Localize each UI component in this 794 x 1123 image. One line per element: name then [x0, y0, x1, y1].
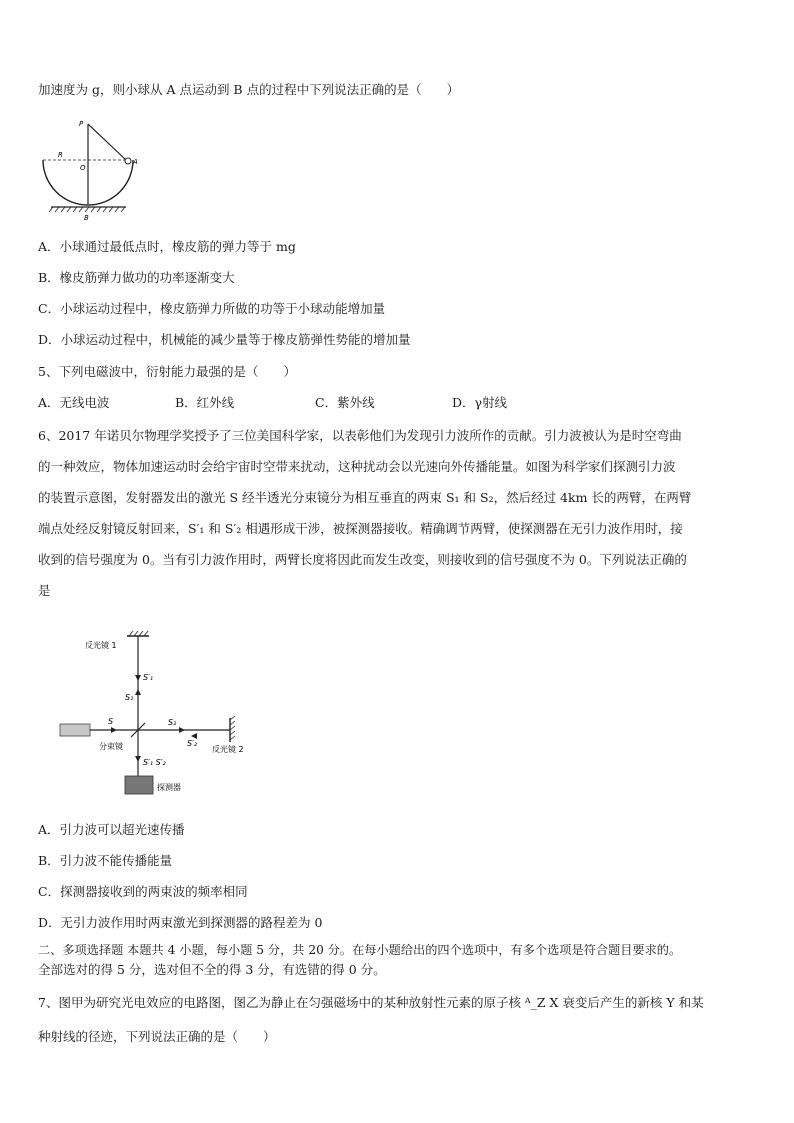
q6-option-a: A．引力波可以超光速传播: [38, 822, 185, 837]
label-mirror1: 反光镜 1: [85, 641, 117, 650]
q4-option-d: D．小球运动过程中，机械能的减少量等于橡皮筋弹性势能的增加量: [38, 332, 411, 347]
q4-option-a: A．小球通过最低点时，橡皮筋的弹力等于 mg: [38, 239, 296, 254]
q4-option-b: B．橡皮筋弹力做功的功率逐渐变大: [38, 270, 235, 285]
label-s1: S₁: [125, 693, 134, 702]
label-a: A: [133, 158, 138, 166]
q6-stem-line-2: 的一种效应，物体加速运动时会给宇宙时空带来扰动，这种扰动会以光速向外传播能量。如图为科学家们探测引力波: [38, 459, 676, 474]
label-s1s2: S′₁ S′₂: [143, 758, 166, 767]
label-s1p: S′₁: [143, 673, 154, 682]
q6-stem-line-4: 端点处经反射镜反射回来，S′₁ 和 S′₂ 相遇形成干涉，被探测器接收。精确调节两臂，使探测器在无引力波作用时，接: [38, 521, 683, 536]
label-b: B: [84, 214, 89, 222]
q5-stem: 5、下列电磁波中，衍射能力最强的是（ ）: [38, 364, 296, 379]
q6-stem-line-1: 6、2017 年诺贝尔物理学奖授予了三位美国科学家，以表彰他们为发现引力波所作的贡献。引力波被认为是时空弯曲: [38, 428, 682, 443]
q5-option-b: B．红外线: [175, 395, 235, 410]
q6-interferometer-figure: [55, 628, 275, 800]
label-r: R: [58, 151, 63, 159]
q6-option-b: B．引力波不能传播能量: [38, 853, 173, 868]
q7-stem-line-1: 7、图甲为研究光电效应的电路图，图乙为静止在匀强磁场中的某种放射性元素的原子核 ᴬ_Z X 衰变后产生的新核 Y 和某: [38, 995, 704, 1010]
q5-option-a: A．无线电波: [38, 395, 110, 410]
label-s: S: [108, 717, 114, 726]
q6-option-c: C．探测器接收到的两束波的频率相同: [38, 884, 248, 899]
q6-stem-line-3: 的装置示意图，发射器发出的激光 S 经半透光分束镜分为相互垂直的两束 S₁ 和 S₂，然后经过 4km 长的两臂，在两臂: [38, 490, 692, 505]
label-s2: S₂: [168, 718, 177, 727]
label-detector: 探测器: [157, 783, 181, 792]
label-mirror2: 反光镜 2: [212, 745, 244, 754]
q6-stem-line-6: 是: [38, 583, 51, 598]
section2-line-1: 二、多项选择题 本题共 4 小题，每小题 5 分，共 20 分。在每小题给出的四个选项中，有多个选项是符合题目要求的。: [38, 943, 682, 957]
q4-bowl-figure: [36, 114, 146, 222]
section2-line-2: 全部选对的得 5 分，选对但不全的得 3 分，有选错的得 0 分。: [38, 962, 386, 977]
q7-stem-line-2: 种射线的径迹，下列说法正确的是（ ）: [38, 1029, 276, 1044]
q6-option-d: D．无引力波作用时两束激光到探测器的路程差为 0: [38, 915, 323, 930]
q4-option-c: C．小球运动过程中，橡皮筋弹力所做的功等于小球动能增加量: [38, 301, 386, 316]
q6-stem-line-5: 收到的信号强度为 0。当有引力波作用时，两臂长度将因此而发生改变，则接收到的信号强度不为 0。下列说法正确的: [38, 552, 687, 567]
label-splitter: 分束镜: [99, 742, 123, 751]
q5-option-c: C．紫外线: [315, 395, 375, 410]
label-s2p: S′₂: [187, 739, 198, 748]
q4-stem: 加速度为 g，则小球从 A 点运动到 B 点的过程中下列说法正确的是（ ）: [38, 82, 460, 97]
label-o: O: [80, 164, 86, 172]
q5-option-d: D．γ射线: [452, 395, 507, 410]
label-p: P: [79, 120, 84, 128]
